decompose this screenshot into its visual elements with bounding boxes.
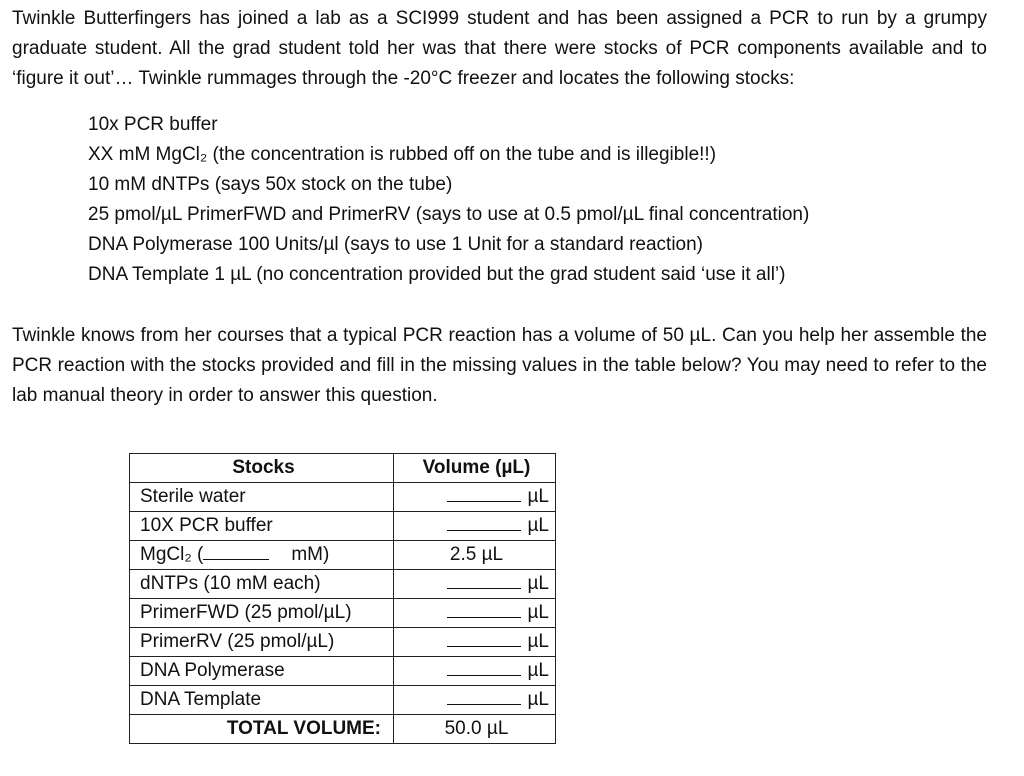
stock-name: Sterile water: [130, 483, 394, 512]
table-row: [130, 628, 556, 657]
volume-cell: [394, 570, 556, 599]
unit-label: µL: [527, 602, 549, 623]
total-label: TOTAL VOLUME:: [130, 715, 394, 744]
stock-name: 10X PCR buffer: [130, 512, 394, 541]
stock-name: PrimerFWD (25 pmol/µL): [130, 599, 394, 628]
table-row: [130, 483, 556, 512]
answer-blank[interactable]: [447, 599, 521, 618]
unit-label: µL: [527, 486, 549, 507]
volume-cell: [394, 512, 556, 541]
answer-blank[interactable]: [447, 483, 521, 502]
stock-list: [12, 110, 1012, 290]
stock-list-item: 25 pmol/µL PrimerFWD and PrimerRV (says to use at 0.5 pmol/µL final concentration): [88, 204, 810, 225]
concentration-blank[interactable]: [203, 541, 269, 560]
table-row: [130, 541, 556, 570]
table-row: [130, 657, 556, 686]
volume-cell: 2.5 µL: [394, 541, 556, 570]
volume-cell: [394, 599, 556, 628]
unit-label: µL: [527, 689, 549, 710]
table-row: [130, 512, 556, 541]
answer-blank[interactable]: [447, 686, 521, 705]
table-total-row: [130, 715, 556, 744]
volume-cell: [394, 483, 556, 512]
volume-cell: [394, 686, 556, 715]
stock-name: DNA Template: [130, 686, 394, 715]
stock-name: PrimerRV (25 pmol/µL): [130, 628, 394, 657]
unit-label: µL: [527, 660, 549, 681]
table-row: [130, 599, 556, 628]
volume-cell: [394, 628, 556, 657]
table-header-row: [130, 454, 556, 483]
stock-list-item: 10x PCR buffer: [88, 114, 218, 135]
intro-paragraph: Twinkle Butterfingers has joined a lab as a SCI999 student and has been assigned a PCR to run by a grumpy graduate student. All the grad student told her was that there were stocks of PCR components available and to ‘figure it out’… Twinkle rummages through the -20°C freezer and locates the following stocks:: [12, 8, 987, 89]
answer-blank[interactable]: [447, 628, 521, 647]
stock-list-item: DNA Polymerase 100 Units/µl (says to use 1 Unit for a standard reaction): [88, 234, 703, 255]
answer-blank[interactable]: [447, 512, 521, 531]
table-row: [130, 570, 556, 599]
stock-name-suffix: mM): [291, 544, 330, 565]
stock-list-item: DNA Template 1 µL (no concentration provided but the grad student said ‘use it all’): [88, 264, 786, 285]
answer-blank[interactable]: [447, 657, 521, 676]
question-paragraph: Twinkle knows from her courses that a typical PCR reaction has a volume of 50 µL. Can you help her assemble the PCR reaction with the stocks provided and fill in the missing values in the table below? You may need to refer to the lab manual theory in order to answer this question.: [12, 325, 987, 406]
header-volume: Volume (µL): [394, 454, 556, 483]
table-row: [130, 686, 556, 715]
header-stocks: Stocks: [130, 454, 394, 483]
unit-label: µL: [527, 573, 549, 594]
volume-cell: [394, 657, 556, 686]
unit-label: µL: [527, 515, 549, 536]
stock-name-prefix: MgCl₂ (: [140, 544, 204, 565]
stock-name: DNA Polymerase: [130, 657, 394, 686]
stock-name: [130, 541, 394, 570]
answer-blank[interactable]: [447, 570, 521, 589]
total-value: 50.0 µL: [394, 715, 556, 744]
stock-name: dNTPs (10 mM each): [130, 570, 394, 599]
stock-list-item: 10 mM dNTPs (says 50x stock on the tube): [88, 174, 453, 195]
unit-label: µL: [527, 631, 549, 652]
pcr-reaction-table: [129, 453, 556, 744]
stock-list-item: XX mM MgCl₂ (the concentration is rubbed off on the tube and is illegible!!): [88, 144, 717, 165]
